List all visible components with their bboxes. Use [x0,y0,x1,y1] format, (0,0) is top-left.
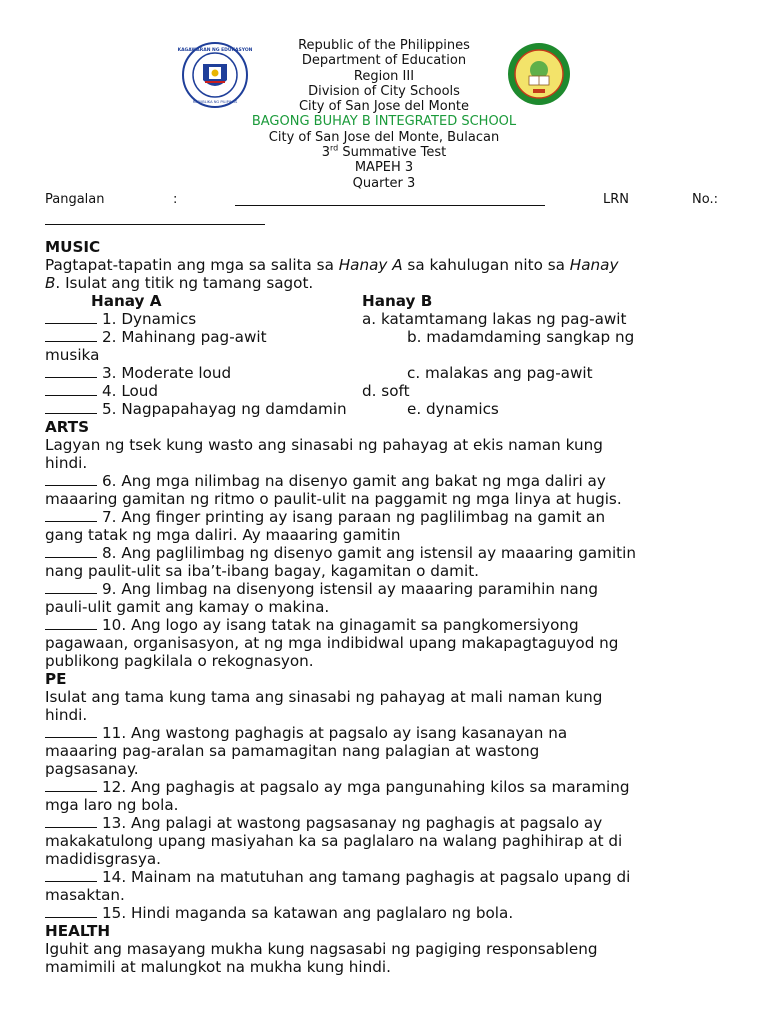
item-text: makakatulong upang masiyahan ka sa paglalaro na walang paghihirap at di [45,832,623,850]
answer-blank[interactable] [45,724,97,738]
subject-title: MAPEH 3 [354,160,414,176]
section-title-arts: ARTS [45,418,90,436]
music-instr-em: B [45,274,56,292]
arts-item [45,472,725,508]
school-address: City of San Jose del Monte, Bulacan [268,129,500,145]
arts-item [45,580,725,616]
test-ordinal-suffix: rd [329,143,339,153]
answer-blank[interactable] [45,328,97,342]
header-line: Region III [353,68,415,84]
arts-item [45,616,725,670]
hanay-a-header: Hanay A [91,292,162,310]
music-instr-text: . Isulat ang titik ng tamang sagot. [55,274,314,292]
answer-blank[interactable] [45,508,97,522]
name-field[interactable] [235,205,545,206]
item-text: mga laro ng bola. [45,796,179,814]
arts-instructions [45,436,725,472]
item-text: masaktan. [45,886,125,904]
music-item-a: 1. Dynamics [102,310,197,328]
item-text: 9. Ang limbag na disenyong istensil ay maaaring paramihin nang [102,580,598,598]
section-title-health: HEALTH [45,922,111,940]
arts-item [45,508,725,544]
header-line: Department of Education [301,53,467,69]
answer-blank[interactable] [45,868,97,882]
name-label: Pangalan [45,192,105,207]
music-item [45,364,725,382]
answer-blank[interactable] [45,310,97,324]
item-text: 8. Ang paglilimbag ng disenyo gamit ang istensil ay maaaring gamitin [102,544,636,562]
answer-blank[interactable] [45,580,97,594]
item-text: publikong pagkilala o rekognasyon. [45,652,314,670]
answer-blank[interactable] [45,814,97,828]
quarter-title: Quarter 3 [352,175,416,191]
answer-blank[interactable] [45,364,97,378]
item-text: 11. Ang wastong paghagis at pagsalo ay isang kasanayan na [102,724,568,742]
header-line: Republic of the Philippines [298,38,470,53]
item-text: 6. Ang mga nilimbag na disenyo gamit ang bakat ng mga daliri ay [102,472,606,490]
item-text: 14. Mainam na matutuhan ang tamang paghagis at pagsalo upang di [102,868,631,886]
music-item-a: 4. Loud [102,382,159,400]
health-instr-line: mamimili at malungkot na mukha kung hindi. [45,958,391,976]
header-line: Division of City Schools [308,83,460,99]
answer-blank[interactable] [45,544,97,558]
music-item [45,400,725,418]
item-text: maaaring gamitan ng ritmo o paulit-ulit na paggamit ng mga linya at hugis. [45,490,622,508]
answer-blank[interactable] [45,904,97,918]
name-colon: : [173,192,178,207]
answer-blank[interactable] [45,472,97,486]
answer-blank[interactable] [45,400,97,414]
hanay-b-header: Hanay B [362,292,433,310]
deped-seal-text: KAGAWARAN NG EDUKASYON [177,48,253,53]
music-instructions [45,256,725,292]
health-instructions [45,940,725,976]
music-item [45,310,725,328]
arts-instr-line: Lagyan ng tsek kung wasto ang sinasabi ng pahayag at ekis naman kung [45,436,603,454]
test-title-rest: Summative Test [338,145,447,161]
pe-instructions [45,688,725,724]
arts-instr-line: hindi. [45,454,88,472]
health-instr-line: Iguhit ang masayang mukha kung nagsasabi ng pagiging responsableng [45,940,598,958]
item-text: 10. Ang logo ay isang tatak na ginagamit sa pangkomersiyong [102,616,579,634]
header-line: City of San Jose del Monte [298,99,470,115]
pe-item [45,814,725,868]
item-text: 12. Ang paghagis at pagsalo ay mga pangunahing kilos sa maraming [102,778,630,796]
music-item-b: c. malakas ang pag-awit [407,364,593,382]
pe-item [45,778,725,814]
music-item-wrap: musika [45,346,100,364]
music-item [45,382,725,400]
test-ordinal: 3 [321,145,330,161]
test-body [45,238,725,976]
item-text: maaaring pag-aralan sa pamamagitan nang palagian at wastong [45,742,540,760]
music-item-b: b. madamdaming sangkap ng [407,328,635,346]
music-item-b: e. dynamics [407,400,499,418]
section-title-pe: PE [45,670,67,688]
lrn-no-label: No.: [692,192,718,207]
music-item-b: d. soft [362,382,410,400]
music-instr-em: Hanay [569,256,619,274]
music-item-b: a. katamtamang lakas ng pag-awit [362,310,627,328]
answer-blank[interactable] [45,616,97,630]
pe-item [45,724,725,778]
music-instr-text: sa kahulugan nito sa [402,256,570,274]
item-text: madidisgrasya. [45,850,161,868]
item-text: gang tatak ng mga daliri. Ay maaaring gamitin [45,526,401,544]
school-name: BAGONG BUHAY B INTEGRATED SCHOOL [251,114,517,130]
lrn-field[interactable] [45,212,265,225]
pe-instr-line: Isulat ang tama kung tama ang sinasabi ng pahayag at mali naman kung [45,688,603,706]
answer-blank[interactable] [45,382,97,396]
music-instr-em: Hanay A [338,256,403,274]
section-title-music: MUSIC [45,238,101,256]
item-text: 15. Hindi maganda sa katawan ang paglalaro ng bola. [102,904,514,922]
lrn-label: LRN [603,192,629,207]
music-item [45,328,725,346]
answer-blank[interactable] [45,778,97,792]
music-item-a: 3. Moderate loud [102,364,232,382]
item-text: 13. Ang palagi at wastong pagsasanay ng paghagis at pagsalo ay [102,814,603,832]
music-instr-text: Pagtapat-tapatin ang mga sa salita sa [45,256,339,274]
item-text: 7. Ang finger printing ay isang paraan ng paglilimbag na gamit an [102,508,606,526]
pe-instr-line: hindi. [45,706,88,724]
deped-seal-bottom-text: REPUBLIKA NG PILIPINAS [192,100,238,104]
item-text: pauli-ulit gamit ang kamay o makina. [45,598,330,616]
hanay-headers [45,292,725,310]
name-row [45,192,725,207]
music-item-a: 5. Nagpapahayag ng damdamin [102,400,347,418]
test-title [0,145,768,160]
item-text: nang paulit-ulit sa iba’t-ibang bagay, kagamitan o damit. [45,562,479,580]
arts-item [45,544,725,580]
document-header [0,38,768,191]
item-text: pagawaan, organisasyon, at ng mga indibidwal upang makapagtaguyod ng [45,634,619,652]
pe-item [45,868,725,904]
music-item-a: 2. Mahinang pag-awit [102,328,267,346]
item-text: pagsasanay. [45,760,139,778]
pe-item [45,904,725,922]
